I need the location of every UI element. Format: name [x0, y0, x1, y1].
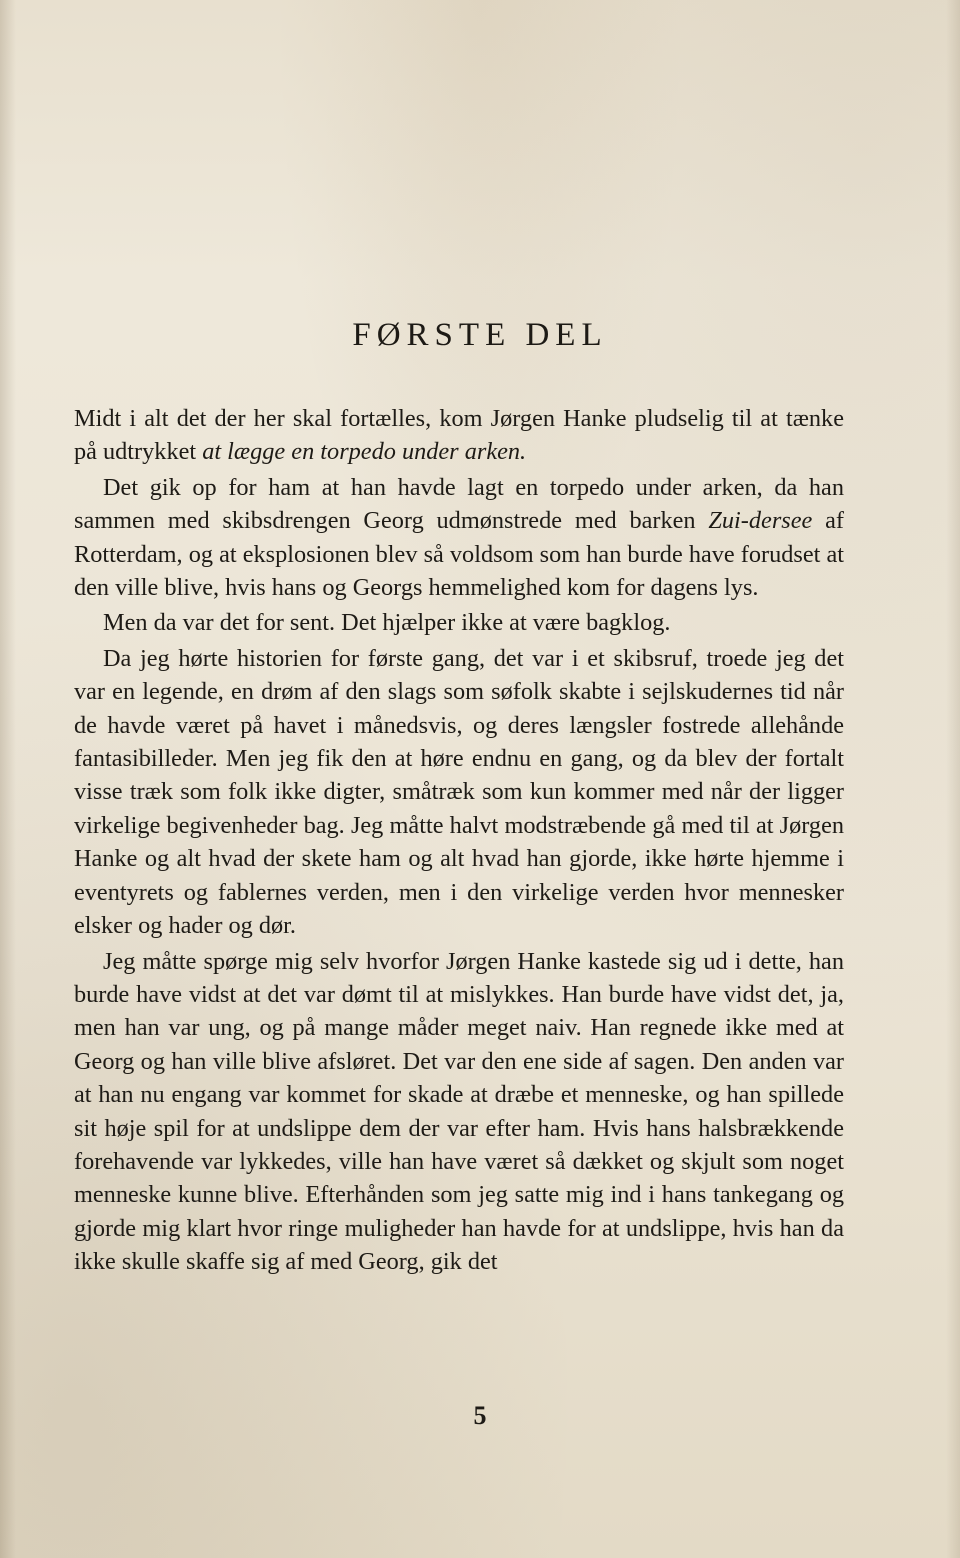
page-edge-shadow-right	[946, 0, 960, 1558]
paragraph-1-italic-phrase: at lægge en torpedo under arken.	[202, 438, 527, 466]
paragraph-2-tail: af Rotterdam, og at eksplosionen blev så voldsom som han burde have forudset at den ville blive, hvis hans og Georgs hemmelighed kom for dagens lys.	[74, 507, 844, 602]
paragraph-1	[74, 402, 844, 469]
page-edge-shadow-left	[0, 0, 16, 1558]
page-number: 5	[473, 1401, 487, 1430]
paragraph-5: Jeg måtte spørge mig selv hvorfor Jørgen Hanke kastede sig ud i dette, han burde have vidst at det var dømt til at mislykkes. Han burde have vidst det, ja, men han var ung, og på mange måder meget naiv. Han regnede ikke med at Georg og han ville blive afsløret. Det var den ene side af sagen. Den anden var at han nu engang var kommet for skade at dræbe et menneske, og han spillede sit høje spil for at undslippe dem der var efter ham. Hvis hans halsbrækkende forehavende var lykkedes, ville han have været så dækket og skjult som noget menneske kunne blive. Efterhånden som jeg satte mig ind i hans tankegang og gjorde mig klart hvor ringe muligheder han havde for at undslippe, hvis han da ikke skulle skaffe sig af med Georg, gik det	[74, 947, 844, 1276]
paragraph-2-text: Det gik op for ham at han havde lagt en torpedo under arken, da han sammen med skibsdrengen Georg udmønstrede med barken	[74, 473, 844, 535]
chapter-heading: FØRSTE DEL	[352, 317, 608, 354]
paragraph-2-ship-name: Zui-dersee	[708, 507, 813, 535]
body-text	[74, 402, 844, 1279]
paragraph-4: Da jeg hørte historien for første gang, det var i et skibsruf, troede jeg det var en legende, en drøm af den slags som søfolk skabte i sejlskudernes tid når de havde været på havet i månedsvis, og deres længsler fostrede allehånde fantasibilleder. Men jeg fik den at høre endnu en gang, og da blev der fortalt visse træk som folk ikke digter, småtræk som kun kommer med når der ligger virkelige begivenheder bag. Jeg måtte halvt modstræbende gå med til at Jørgen Hanke og alt hvad der skete ham og alt hvad han gjorde, ikke hørte hjemme i eventyrets og fablernes verden, men i den virkelige verden hvor mennesker elsker og hader og dør.	[74, 644, 844, 940]
paragraph-2	[74, 471, 844, 605]
paragraph-1-text: Midt i alt det der her skal fortælles, kom Jørgen Hanke pludselig til at tænke på udtrykket	[74, 405, 844, 466]
paragraph-3: Men da var det for sent. Det hjælper ikke at være bagklog.	[103, 609, 671, 637]
